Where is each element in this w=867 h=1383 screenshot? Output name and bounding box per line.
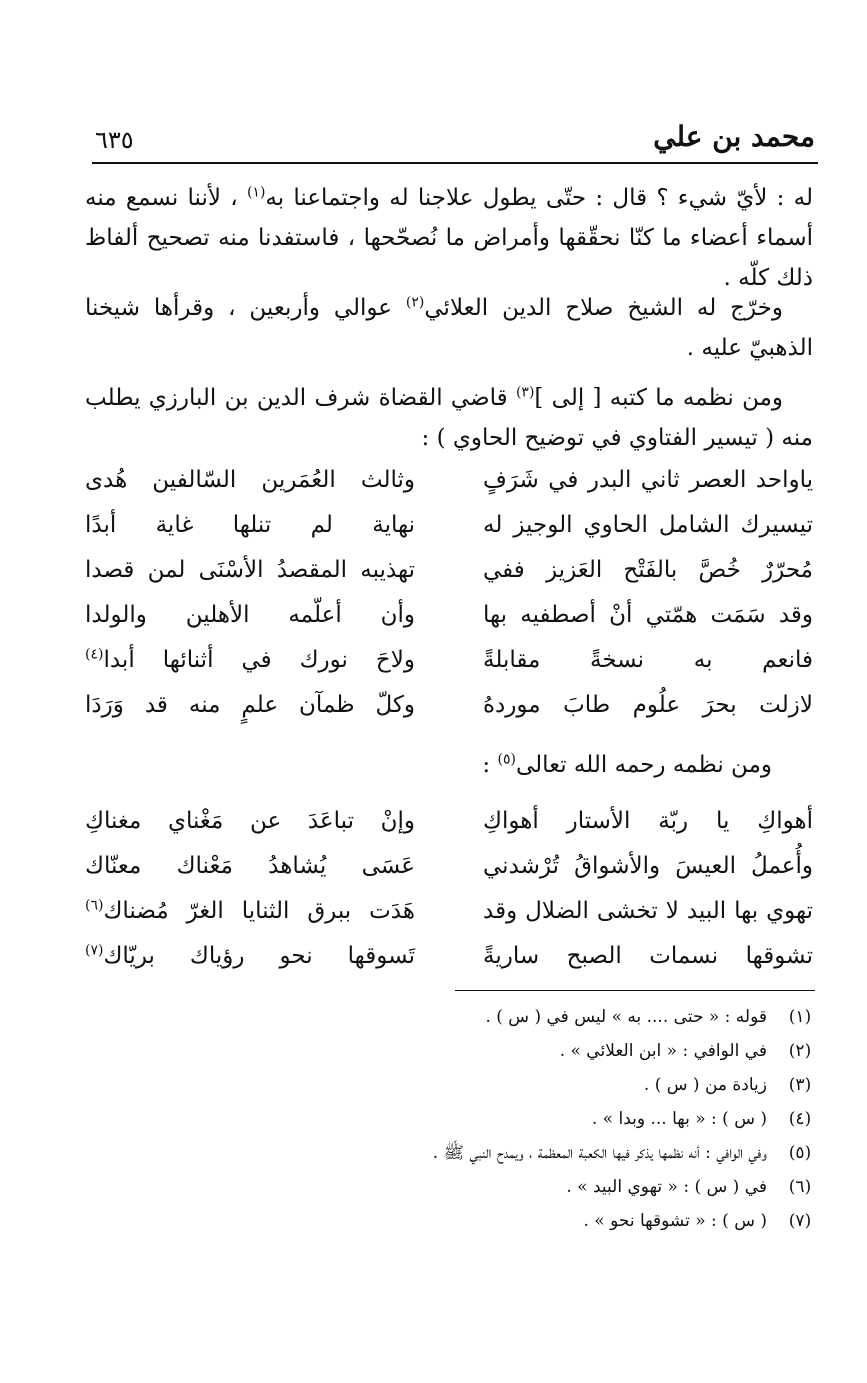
verse-second-hemistich — [85, 557, 415, 583]
poem-2-verse — [85, 853, 813, 898]
verse-second-hemistich — [85, 692, 415, 718]
verse-second-hemistich — [85, 898, 415, 924]
poem-2-verse — [85, 898, 813, 943]
hemistich-text: وإنْ تباعَدَ عن مَغْناي مغناكِ — [85, 808, 415, 834]
running-head-author: محمد بن علي — [653, 120, 815, 153]
poem-1-verse — [85, 602, 813, 647]
footnote — [195, 1170, 815, 1204]
verse-first-hemistich: تيسيرك الشامل الحاوي الوجيز له — [483, 512, 813, 538]
verse-second-hemistich — [85, 512, 415, 538]
hemistich-text: هَدَت ببرق الثنايا الغرّ مُضناك — [103, 898, 415, 924]
paragraph-2-text-b: عوالي وأربعين ، وقرأها شيخنا الذهبيّ عليه . — [85, 295, 813, 361]
poem-1-verse — [85, 467, 813, 512]
verse-second-hemistich — [85, 602, 415, 628]
hemistich-text: وأن أعلّمه الأهلين والولدا — [85, 602, 415, 628]
poem-2-intro-tail: : — [482, 752, 498, 778]
poem-2-verse — [85, 943, 813, 988]
verse-second-hemistich — [85, 808, 415, 834]
page-number: ٦٣٥ — [95, 126, 134, 154]
footnote-number: (٧) — [788, 1211, 812, 1231]
poem-2 — [85, 808, 813, 988]
verse-first-hemistich: تهوي بها البيد لا تخشى الضلال وقد — [483, 898, 813, 924]
hemistich-text: تَسوقها نحو رؤياك بريّاك — [103, 943, 415, 969]
footnote-ref-1: (١) — [246, 184, 266, 201]
verse-second-hemistich — [85, 853, 415, 879]
poem-1-verse — [85, 512, 813, 557]
footnote-number: (١) — [788, 1007, 812, 1027]
hemistich-text: وثالث العُمَرين السّالفين هُدى — [85, 467, 415, 493]
footnote-ref-5: (٥) — [497, 751, 516, 768]
footnote-number: (٤) — [788, 1109, 812, 1129]
footnote — [195, 1136, 815, 1170]
paragraph-3 — [85, 378, 813, 451]
hemistich-text: عَسَى يُشاهدُ مَعْناك معنّاك — [85, 853, 415, 879]
poem-1-verse — [85, 647, 813, 692]
footnote-text: زيادة من ( س ) . — [643, 1075, 767, 1095]
paragraph-3-text-a: ومن نظمه ما كتبه [ إلى ] — [534, 385, 784, 411]
poem-1-verse — [85, 692, 813, 737]
paragraph-3-text-b: قاضي القضاة شرف الدين بن البارزي يطلب منه ( تيسير الفتاوي في توضيح الحاوي ) : — [85, 385, 813, 451]
verse-first-hemistich: أهواكِ يا ربّة الأستار أهواكِ — [483, 808, 813, 834]
footnote-number: (٦) — [788, 1177, 812, 1197]
paragraph-1 — [85, 178, 814, 291]
footnote — [195, 1102, 815, 1136]
hemistich-text: نهاية لم تنلها غاية أبدًا — [85, 512, 415, 538]
footnote-text: وفي الوافي : أنه نظمها يذكر فيها الكعبة المعظمة ، ويمدح النبي ﷺ . — [432, 1143, 767, 1163]
footnote-ref-3: (٣) — [515, 384, 535, 401]
footnote-ref-2: (٢) — [405, 294, 425, 311]
footnote-text: في الوافي : « ابن العلائي » . — [559, 1041, 767, 1061]
poem-1-verse — [85, 557, 813, 602]
footnote — [195, 1068, 815, 1102]
footnote-rule — [455, 990, 815, 991]
poem-2-intro — [482, 752, 772, 778]
footnote-ref: (٤) — [85, 646, 104, 663]
footnote-number: (٣) — [788, 1075, 812, 1095]
verse-first-hemistich: فانعم به نسخةً مقابلةً — [483, 647, 813, 673]
paragraph-1-text-a: له : لأيّ شيء ؟ قال : حتّى يطول علاجنا له واجتماعنا به — [265, 185, 814, 211]
main-text — [85, 178, 814, 451]
hemistich-text: تهذيبه المقصدُ الأسْنَى لمن قصدا — [85, 557, 415, 583]
footnote — [195, 1034, 815, 1068]
poem-2-verse — [85, 808, 813, 853]
footnote — [195, 1000, 815, 1034]
footnote-text: ( س ) : « بها ... وبدا » . — [591, 1109, 767, 1129]
footnote-ref: (٧) — [85, 942, 104, 959]
paragraph-2 — [85, 288, 813, 378]
verse-first-hemistich: مُحرّرٌ خُصَّ بالفَتْح العَزيز ففي — [483, 557, 813, 583]
hemistich-text: وكلّ ظمآن علمٍ منه قد وَرَدَا — [85, 692, 415, 718]
footnote-text: قوله : « حتى .... به » ليس في ( س ) . — [485, 1007, 767, 1027]
verse-first-hemistich: ياواحد العصر ثاني البدر في شَرَفٍ — [483, 467, 813, 493]
verse-second-hemistich — [85, 467, 415, 493]
verse-first-hemistich: تشوقها نسمات الصبح ساريةً — [483, 943, 813, 969]
running-header — [95, 120, 815, 160]
footnote-number: (٢) — [788, 1041, 812, 1061]
footnote-number: (٥) — [788, 1143, 812, 1163]
hemistich-text: ولاحَ نورك في أثنائها أبدا — [103, 647, 415, 673]
footnote-text: ( س ) : « تشوقها نحو » . — [583, 1211, 767, 1231]
verse-second-hemistich — [85, 943, 415, 969]
verse-first-hemistich: وأُعملُ العيسَ والأشواقُ تُرْشدني — [483, 853, 813, 879]
footnotes — [195, 1000, 815, 1238]
header-rule — [92, 162, 818, 164]
poem-2-intro-text: ومن نظمه رحمه الله تعالى — [515, 752, 772, 778]
verse-second-hemistich — [85, 647, 415, 673]
footnote — [195, 1204, 815, 1238]
verse-first-hemistich: وقد سَمَت همّتي أنْ أصطفيه بها — [483, 602, 813, 628]
poem-1 — [85, 467, 813, 737]
paragraph-1-text-b: ، لأننا نسمع منه أسماء أعضاء ما كنّا نحقّقها وأمراض ما نُصحّحها ، فاستفدنا منه تصحيح ألفاظ ذلك كلّه . — [85, 185, 813, 291]
footnote-text: في ( س ) : « تهوي البيد » . — [566, 1177, 767, 1197]
footnote-ref: (٦) — [85, 897, 104, 914]
paragraph-2-text-a: وخرّج له الشيخ صلاح الدين العلائي — [424, 295, 784, 321]
verse-first-hemistich: لازلت بحرَ علُوم طابَ موردهُ — [483, 692, 813, 718]
